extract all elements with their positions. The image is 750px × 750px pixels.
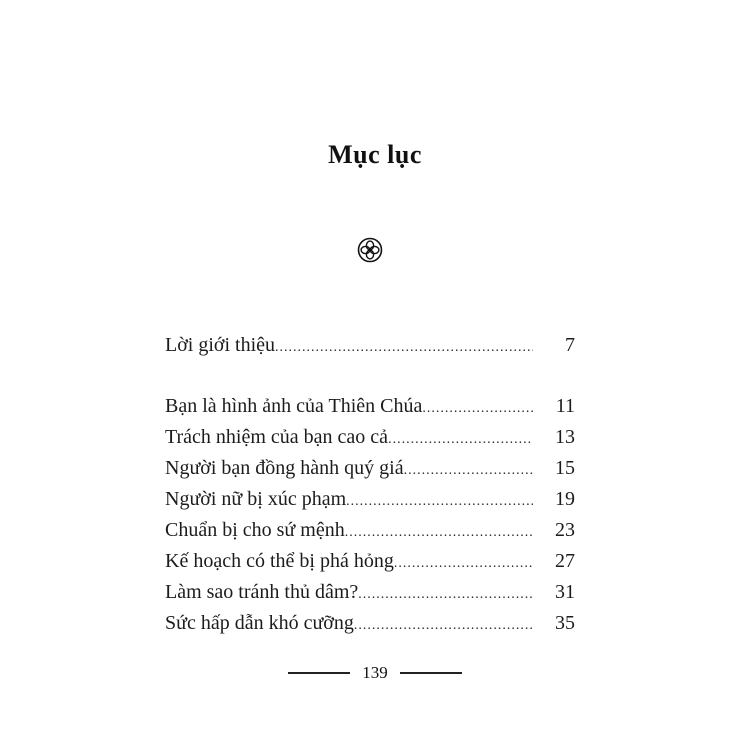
dot-leader — [354, 610, 533, 641]
footer-rule-right — [400, 672, 462, 674]
footer-rule-left — [288, 672, 350, 674]
dot-leader — [394, 548, 533, 579]
toc-entry[interactable] — [165, 422, 575, 453]
toc-entry-page: 35 — [555, 612, 575, 634]
toc-entry-label: Người bạn đồng hành quý giá — [165, 457, 404, 479]
toc-entry-label: Làm sao tránh thủ dâm? — [165, 581, 359, 603]
toc-entry[interactable] — [165, 515, 575, 546]
toc-entry-label: Bạn là hình ảnh của Thiên Chúa — [165, 395, 423, 417]
toc-entry-label: Chuẩn bị cho sứ mệnh — [165, 519, 345, 541]
toc-entry-page: 23 — [555, 519, 575, 541]
toc-entry-page: 13 — [555, 426, 575, 448]
toc-entry-label: Trách nhiệm của bạn cao cả — [165, 426, 389, 448]
dot-leader — [358, 579, 533, 610]
toc-entry-page: 7 — [565, 334, 575, 356]
toc-entry[interactable] — [165, 484, 575, 515]
page-title: Mục lục — [328, 140, 422, 169]
toc-entry-page: 11 — [555, 395, 575, 417]
toc-entry-label: Sức hấp dẫn khó cưỡng — [165, 612, 354, 634]
page-number: 139 — [362, 663, 388, 682]
toc-entry[interactable] — [165, 391, 575, 422]
toc-entry[interactable] — [165, 453, 575, 484]
toc-entry-page: 27 — [555, 550, 575, 572]
dot-leader — [346, 486, 533, 517]
toc-entry-intro[interactable] — [165, 330, 575, 361]
table-of-contents — [165, 330, 575, 639]
toc-entry[interactable] — [165, 577, 575, 608]
toc-entry-page: 31 — [555, 581, 575, 603]
dot-leader — [422, 393, 533, 424]
quatrefoil-ornament-icon — [357, 237, 383, 263]
toc-entry[interactable] — [165, 608, 575, 639]
dot-leader — [275, 332, 533, 363]
toc-entry-label: Người nữ bị xúc phạm — [165, 488, 347, 510]
toc-entry-page: 15 — [555, 457, 575, 479]
toc-entry[interactable] — [165, 546, 575, 577]
page-footer — [0, 663, 750, 683]
dot-leader — [345, 517, 533, 548]
toc-entry-label: Lời giới thiệu — [165, 334, 276, 356]
toc-entry-label: Kế hoạch có thể bị phá hỏng — [165, 550, 394, 572]
dot-leader — [388, 424, 533, 455]
toc-entry-page: 19 — [555, 488, 575, 510]
dot-leader — [404, 455, 533, 486]
